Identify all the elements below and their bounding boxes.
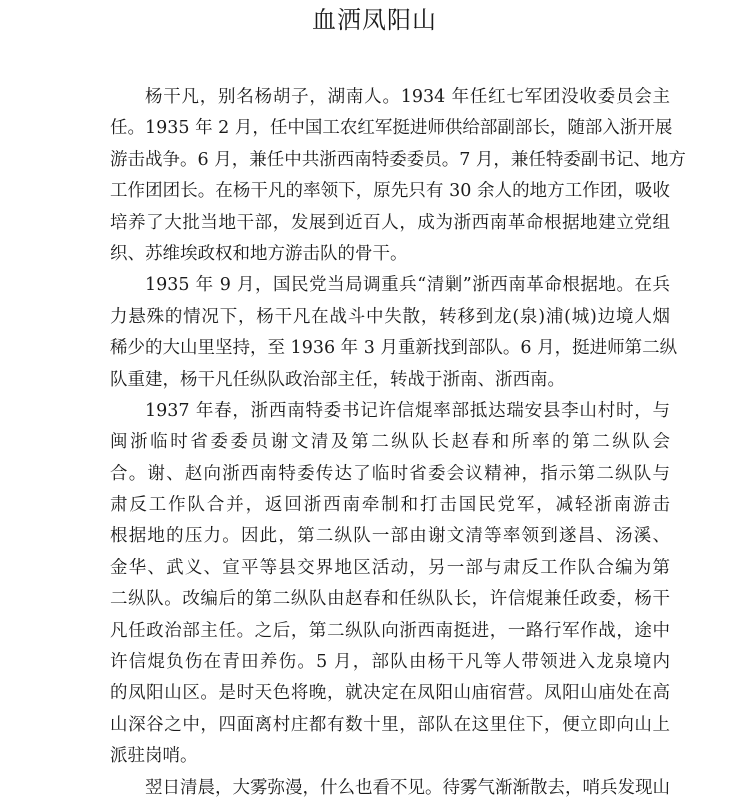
text-line: 闽浙临时省委委员谢文清及第二纵队长赵春和所率的第二纵队会: [110, 432, 670, 453]
text-line: 山深谷之中，四面离村庄都有数十里，部队在这里住下，便立即向山上: [110, 714, 670, 735]
text-line: 力悬殊的情况下，杨干凡在战斗中失散，转移到龙(泉)浦(城)边境人烟: [110, 306, 670, 327]
text-line: 织、苏维埃政权和地方游击队的骨干。: [110, 243, 408, 264]
text-line: 派驻岗哨。: [110, 746, 198, 767]
text-line: 凡任政治部主任。之后，第二纵队向浙西南挺进，一路行军作战，途中: [110, 620, 670, 641]
paragraph: [110, 270, 678, 396]
paragraph: [110, 396, 670, 773]
text-line: 稀少的大山里坚持，至 1936 年 3 月重新找到部队。6 月，挺进师第二纵: [110, 338, 678, 359]
text-line: 许信焜负伤在青田养伤。5 月，部队由杨干凡等人带领进入龙泉境内: [110, 652, 670, 673]
page-title: 血洒凤阳山: [312, 6, 437, 34]
text-line: 肃反工作队合并，返回浙西南牵制和打击国民党军，减轻浙南游击: [110, 495, 670, 516]
text-line: 根据地的压力。因此，第二纵队一部由谢文清等率领到遂昌、汤溪、: [110, 526, 670, 547]
text-line: 1937 年春，浙西南特委书记许信焜率部抵达瑞安县李山村时，与: [145, 400, 670, 421]
text-line: 队重建，杨干凡任纵队政治部主任，转战于浙南、浙西南。: [110, 369, 565, 390]
text-line: 游击战争。6 月，兼任中共浙西南特委委员。7 月，兼任特委副书记、地方: [110, 149, 686, 170]
paragraph: [110, 82, 686, 270]
text-line: 1935 年 9 月，国民党当局调重兵“清剿”浙西南革命根据地。在兵: [145, 275, 670, 296]
text-line: 工作团团长。在杨干凡的率领下，原先只有 30 余人的地方工作团，吸收: [110, 181, 670, 202]
text-line: 二纵队。改编后的第二纵队由赵春和任纵队长，许信焜兼任政委，杨干: [110, 589, 670, 610]
body-text: [110, 82, 686, 804]
text-line: 杨干凡，别名杨胡子，湖南人。1934 年任红七军团没收委员会主: [145, 87, 670, 107]
text-line: 任。1935 年 2 月，任中国工农红军挺进师供给部副部长，随部入浙开展: [110, 118, 673, 139]
text-line: 合。谢、赵向浙西南特委传达了临时省委会议精神，指示第二纵队与: [110, 463, 670, 484]
text-line: 翌日清晨，大雾弥漫，什么也看不见。待雾气渐渐散去，哨兵发现山: [145, 777, 670, 798]
text-line: 金华、武义、宣平等县交界地区活动，另一部与肃反工作队合编为第: [110, 557, 670, 578]
paragraph: [110, 773, 670, 804]
text-line: 的凤阳山区。是时天色将晚，就决定在凤阳山庙宿营。凤阳山庙处在高: [110, 683, 670, 704]
text-line: 培养了大批当地干部，发展到近百人，成为浙西南革命根据地建立党组: [110, 212, 670, 233]
